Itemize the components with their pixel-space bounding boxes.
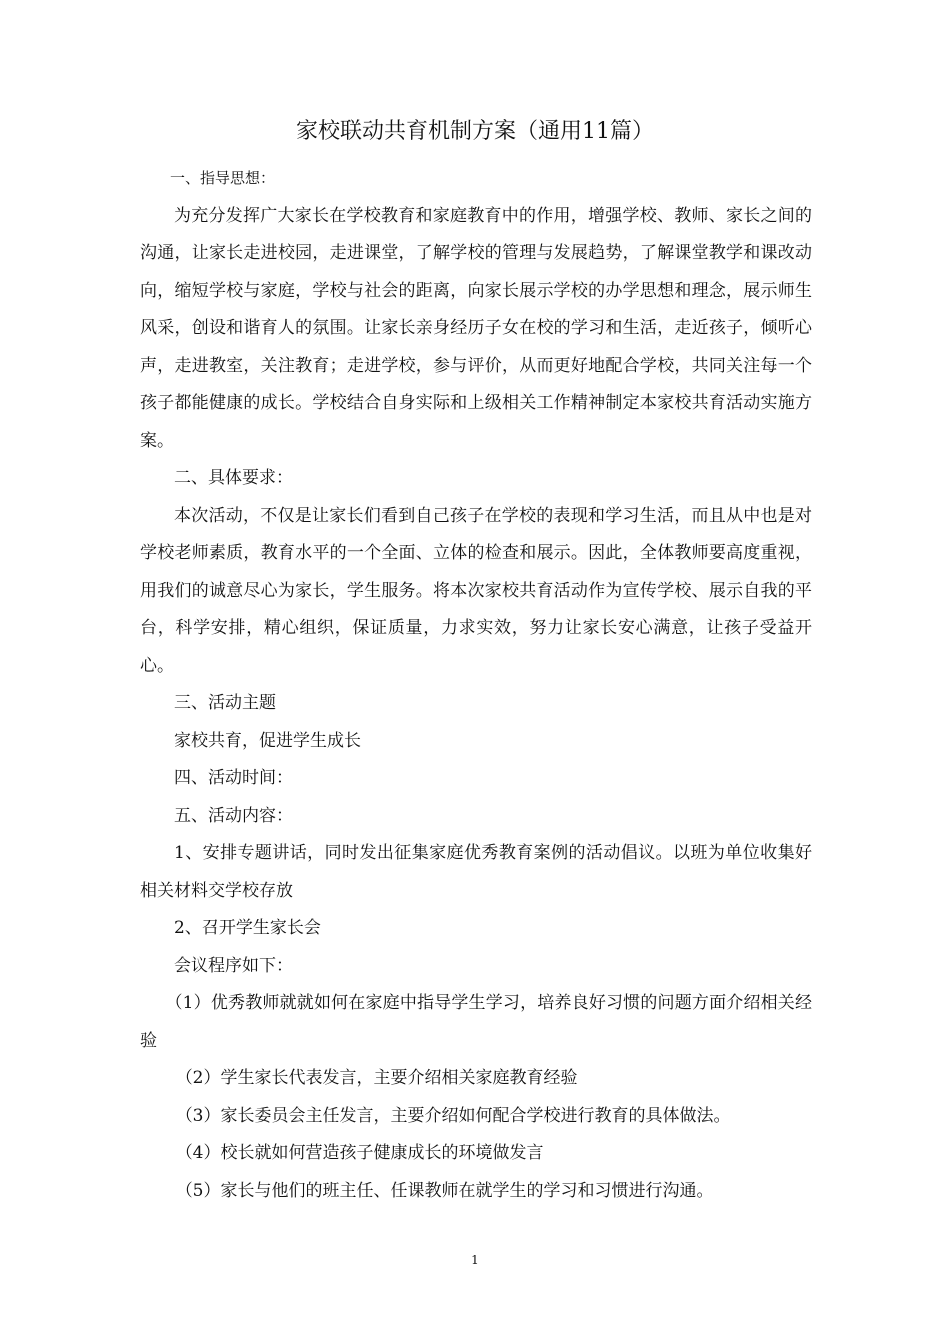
paragraph-requirements: 本次活动，不仅是让家长们看到自己孩子在学校的表现和学习生活，而且从中也是对学校老师素质，教育水平的一个全面、立体的检查和展示。因此，全体教师要高度重视，用我们的诚意尽心为家长，学生服务。将本次家校共育活动作为宣传学校、展示自我的平台，科学安排，精心组织，保证质量，力求实效，努力让家长安心满意，让孩子受益开心。 [140,505,812,676]
procedure-step-3: （3）家长委员会主任发言，主要介绍如何配合学校进行教育的具体做法。 [175,1105,731,1126]
procedure-step-4: （4）校长就如何营造孩子健康成长的环境做发言 [175,1143,544,1163]
section-heading-theme: 三、活动主题 [174,693,276,713]
paragraph-procedure: 会议程序如下： [174,955,293,976]
section-heading-requirements: 二、具体要求： [174,468,293,488]
section-heading-time: 四、活动时间： [174,768,293,788]
procedure-step-2: （2）学生家长代表发言，主要介绍相关家庭教育经验 [175,1068,578,1088]
list-item-2: 2、召开学生家长会 [174,918,321,938]
document-body [140,160,812,1210]
list-item-1: 1、安排专题讲话，同时发出征集家庭优秀教育案例的活动倡议。以班为单位收集好相关材料交学校存放 [140,843,812,901]
paragraph-guiding-thought: 为充分发挥广大家长在学校教育和家庭教育中的作用，增强学校、教师、家长之间的沟通，让家长走进校园，走进课堂，了解学校的管理与发展趋势，了解课堂教学和课改动向，缩短学校与家庭，学校与社会的距离，向家长展示学校的办学思想和理念，展示师生风采，创设和谐育人的氛围。让家长亲身经历子女在校的学习和生活，走近孩子，倾听心声，走进教室，关注教育；走进学校，参与评价，从而更好地配合学校，共同关注每一个孩子都能健康的成长。学校结合自身实际和上级相关工作精神制定本家校共育活动实施方案。 [140,205,812,451]
document-title: 家校联动共育机制方案（通用11篇） [296,119,654,144]
procedure-step-5: （5）家长与他们的班主任、任课教师在就学生的学习和习惯进行沟通。 [175,1180,714,1201]
paragraph-theme: 家校共育，促进学生成长 [174,730,361,751]
section-heading-guiding-thought: 一、指导思想： [170,169,276,187]
page-number: 1 [471,1253,479,1267]
procedure-step-1: （1）优秀教师就就如何在家庭中指导学生学习，培养良好习惯的问题方面介绍相关经验 [140,993,812,1051]
section-heading-content: 五、活动内容： [174,805,293,826]
